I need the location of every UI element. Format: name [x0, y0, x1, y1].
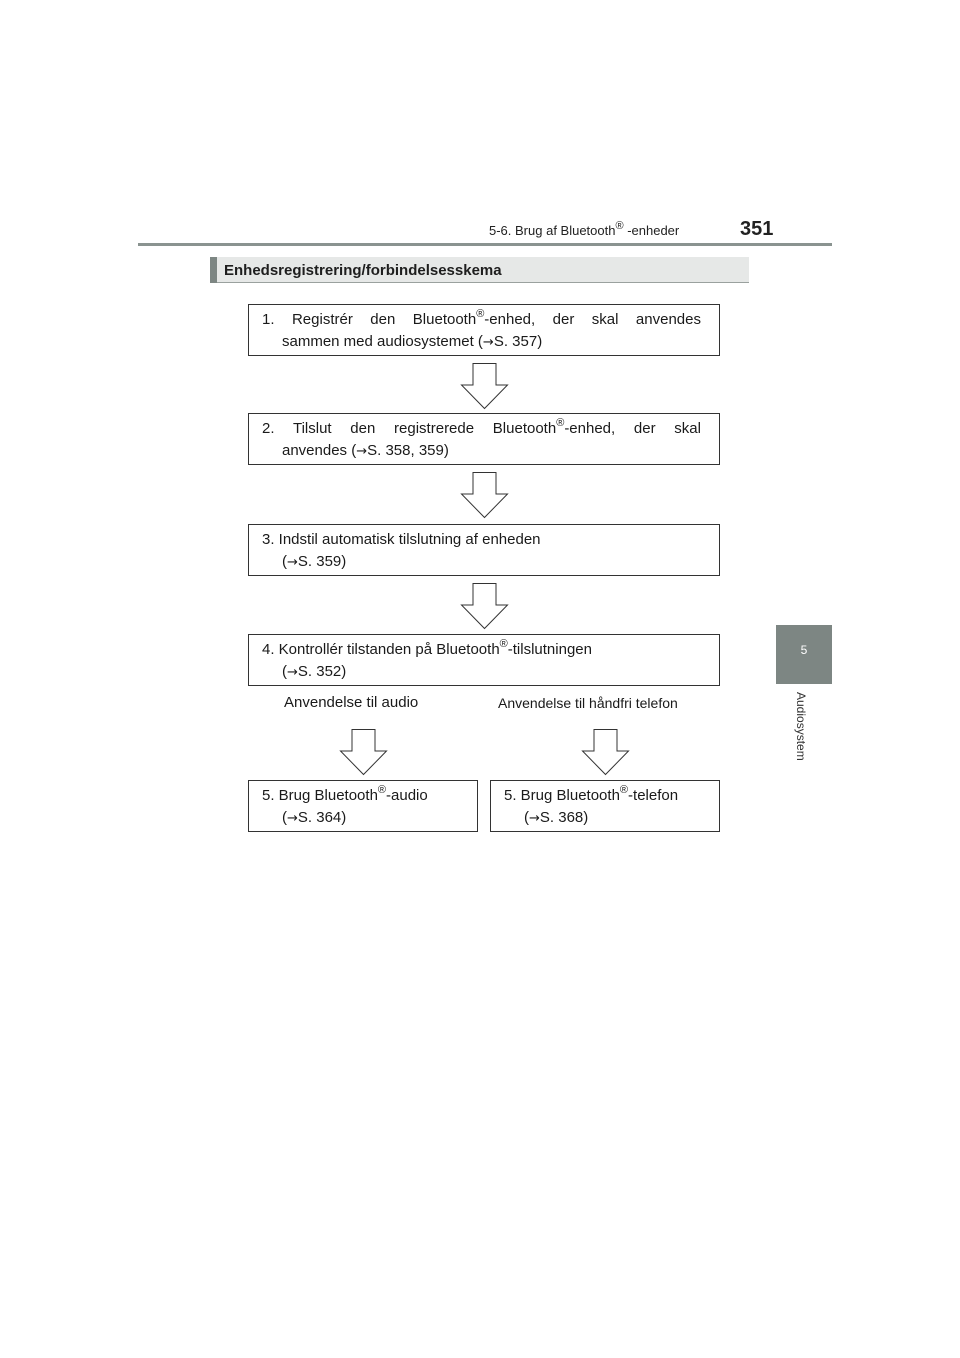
step-4-text-suffix: -tilslutningen [507, 641, 592, 658]
step-5a-line1 [262, 785, 459, 807]
step-3-line1 [262, 529, 701, 551]
step-box-5-audio [248, 780, 478, 832]
step-5b-text: 5. Brug Bluetooth [504, 787, 620, 804]
registered-mark: ® [615, 219, 624, 232]
step-2-line1 [262, 418, 701, 440]
step-2-line2 [282, 440, 449, 463]
registered-mark: ® [619, 784, 629, 796]
header-section-suffix: -enheder [623, 223, 680, 238]
ref-arrow-icon: → [287, 811, 298, 826]
step-box-5-phone [490, 780, 720, 832]
step-box-2 [248, 413, 720, 465]
chapter-tab-label-wrap [794, 692, 808, 782]
step-5a-text: 5. Brug Bluetooth [262, 787, 378, 804]
step-3-line2 [282, 551, 346, 574]
flow-arrow-down-icon [461, 472, 508, 518]
step-2-ref-prefix: anvendes ( [282, 442, 357, 459]
chapter-tab-label: Audiosystem [794, 692, 808, 761]
flow-arrow-down-icon [461, 363, 508, 409]
step-1-text-suffix: -enhed, der skal anvendes [484, 311, 701, 328]
step-3-ref-prefix: ( [282, 553, 287, 570]
step-4-line1 [262, 639, 701, 661]
step-3-text: 3. Indstil automatisk tilslutning af enheden [262, 531, 541, 548]
step-5b-line1 [504, 785, 701, 807]
registered-mark: ® [377, 784, 387, 796]
flow-arrow-down-icon [461, 583, 508, 629]
flow-arrow-down-icon [582, 729, 629, 775]
ref-arrow-icon: → [482, 335, 494, 350]
step-1-page-ref: S. 357) [493, 333, 543, 350]
step-4-ref-prefix: ( [282, 663, 287, 680]
flow-arrow-down-icon [340, 729, 387, 775]
registered-mark: ® [476, 308, 485, 320]
step-5a-text-suffix: -audio [386, 787, 428, 804]
step-5b-page-ref: S. 368) [539, 809, 589, 826]
step-3-page-ref: S. 359) [297, 553, 347, 570]
header-divider [138, 243, 832, 246]
step-2-page-ref: S. 358, 359) [367, 442, 449, 459]
page-number: 351 [740, 218, 774, 240]
step-5b-text-suffix: -telefon [628, 787, 679, 804]
step-4-page-ref: S. 352) [297, 663, 347, 680]
registered-mark: ® [556, 417, 565, 429]
step-1-text: 1. Registrér den Bluetooth [262, 311, 477, 328]
step-4-text: 4. Kontrollér tilstanden på Bluetooth [262, 641, 500, 658]
branch-label-phone: Anvendelse til håndfri telefon [498, 695, 678, 711]
step-5a-page-ref: S. 364) [297, 809, 347, 826]
ref-arrow-icon: → [287, 665, 298, 680]
step-4-line2 [282, 661, 346, 684]
header-section-title [489, 219, 680, 238]
step-1-ref-prefix: sammen med audiosystemet ( [282, 333, 483, 350]
step-box-4 [248, 634, 720, 686]
ref-arrow-icon: → [529, 811, 540, 826]
step-1-line1 [262, 309, 701, 331]
section-title: Enhedsregistrering/forbindelsesskema [224, 262, 502, 279]
chapter-tab-number: 5 [800, 643, 808, 657]
step-5b-ref-prefix: ( [524, 809, 529, 826]
step-box-1 [248, 304, 720, 356]
step-5b-line2 [524, 807, 588, 830]
header-section-text: 5-6. Brug af Bluetooth [489, 223, 616, 238]
branch-label-audio: Anvendelse til audio [284, 694, 419, 711]
registered-mark: ® [499, 638, 508, 650]
section-title-accent [210, 257, 217, 283]
ref-arrow-icon: → [287, 555, 298, 570]
ref-arrow-icon: → [356, 444, 368, 459]
step-5a-ref-prefix: ( [282, 809, 287, 826]
step-box-3 [248, 524, 720, 576]
step-1-line2 [282, 331, 542, 354]
step-5a-line2 [282, 807, 346, 830]
step-2-text-suffix: -enhed, der skal [564, 420, 701, 437]
step-2-text: 2. Tilslut den registrerede Bluetooth [262, 420, 557, 437]
